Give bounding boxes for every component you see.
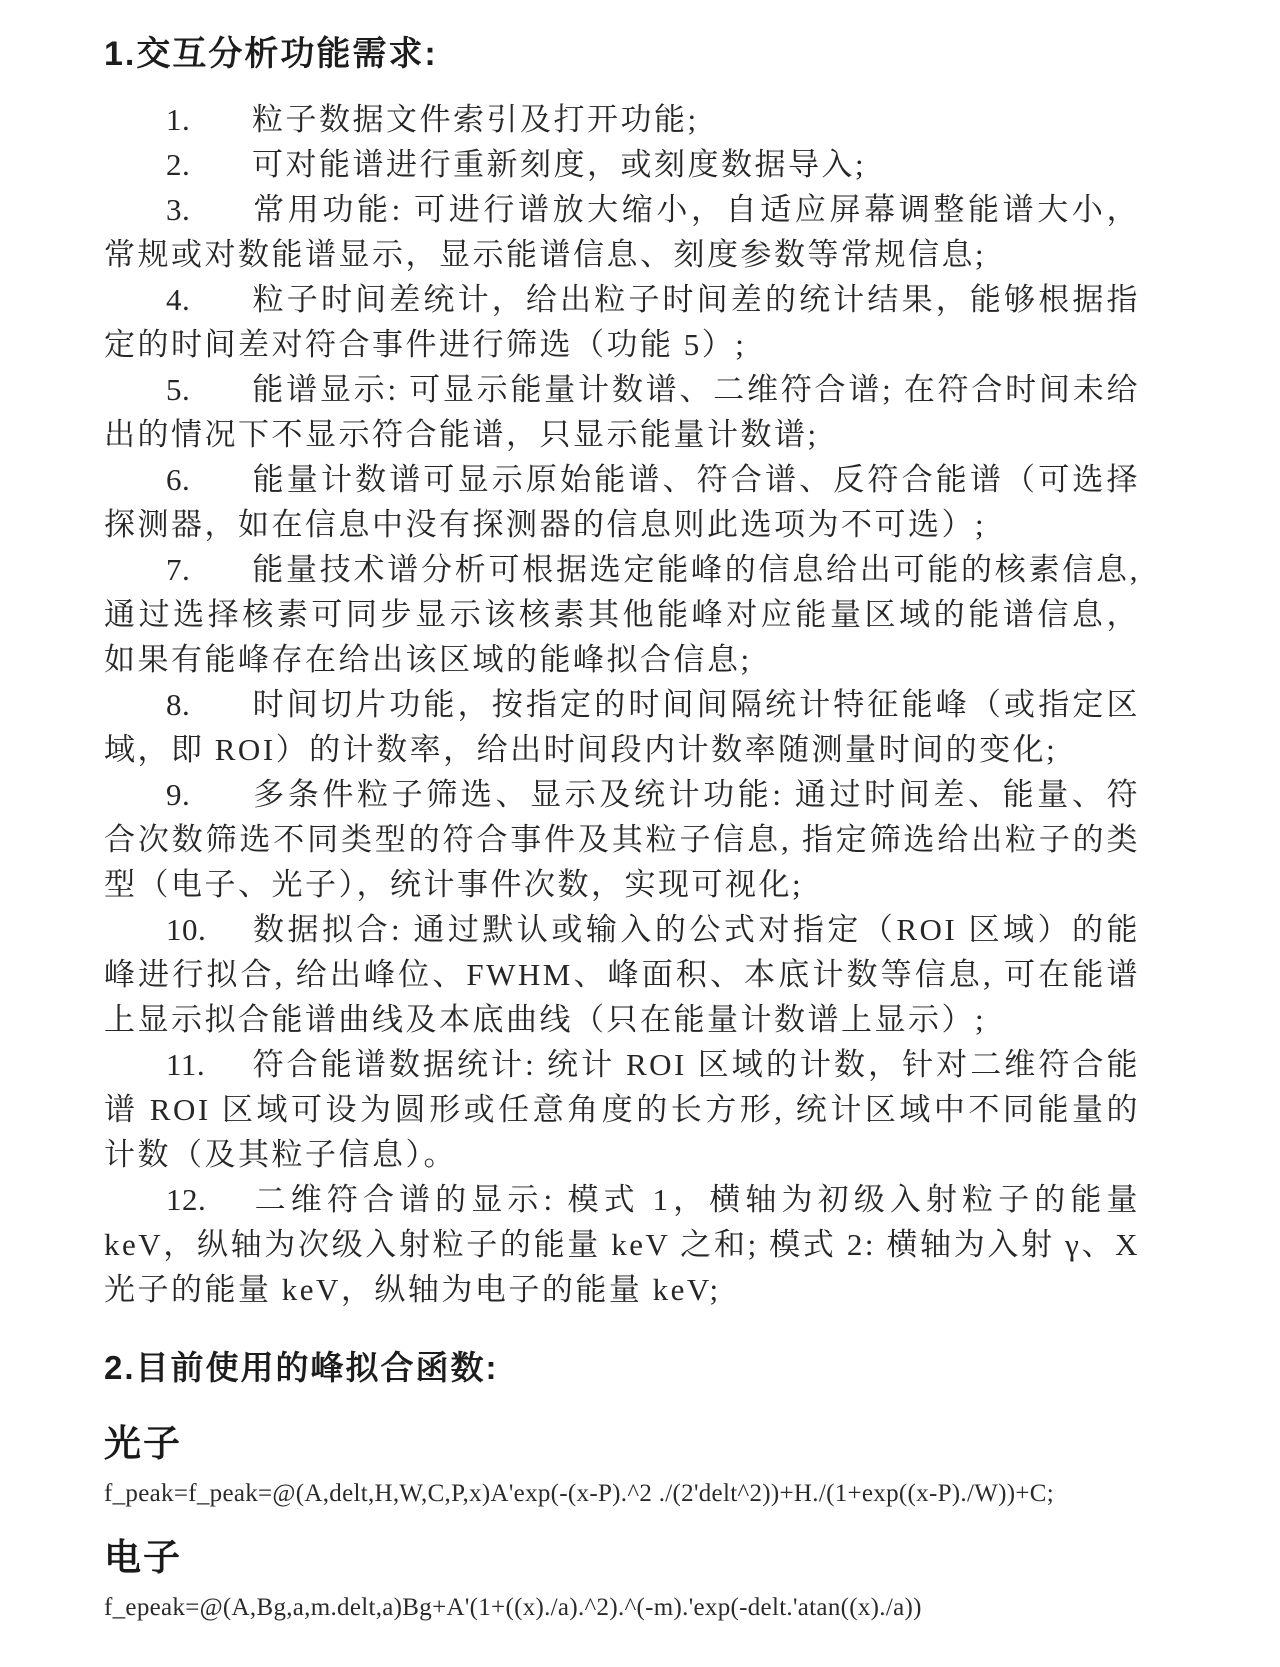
list-item-4 <box>104 277 1140 367</box>
item-text: 多条件粒子筛选、显示及统计功能: 通过时间差、能量、符合次数筛选不同类型的符合事件及其粒子信息, 指定筛选给出粒子的类型（电子、光子），统计事件次数，实现可视化; <box>104 777 1140 902</box>
list-item-11 <box>104 1042 1140 1177</box>
photon-label: 光子 <box>104 1423 182 1464</box>
item-number: 11. <box>166 1047 206 1082</box>
list-item-5 <box>104 367 1140 457</box>
item-number: 1. <box>166 102 191 137</box>
item-text: 常用功能: 可进行谱放大缩小，自适应屏幕调整能谱大小，常规或对数能谱显示，显示能谱信息、刻度参数等常规信息; <box>104 192 1140 272</box>
item-text: 时间切片功能，按指定的时间间隔统计特征能峰（或指定区域，即 ROI）的计数率，给出时间段内计数率随测量时间的变化; <box>104 687 1140 767</box>
item-number: 4. <box>166 282 191 317</box>
list-item-3 <box>104 187 1140 277</box>
item-text: 数据拟合: 通过默认或输入的公式对指定（ROI 区域）的能峰进行拟合, 给出峰位、FWHM、峰面积、本底计数等信息, 可在能谱上显示拟合能谱曲线及本底曲线（只在能量计数谱上显示）; <box>104 912 1140 1037</box>
item-text: 粒子时间差统计，给出粒子时间差的统计结果，能够根据指定的时间差对符合事件进行筛选（功能 5）; <box>104 282 1140 362</box>
item-number: 3. <box>166 192 191 227</box>
section1-heading: 1.交互分析功能需求: <box>104 35 438 73</box>
list-item-12 <box>104 1177 1140 1312</box>
item-text: 粒子数据文件索引及打开功能; <box>252 102 699 137</box>
section2-heading: 2.目前使用的峰拟合函数: <box>104 1349 499 1386</box>
item-text: 二维符合谱的显示: 模式 1，横轴为初级入射粒子的能量 keV，纵轴为次级入射粒子的能量 keV 之和; 模式 2: 横轴为入射 γ、X 光子的能量 keV，纵轴为电子的能量 keV; <box>104 1182 1140 1307</box>
list-item-1 <box>104 97 1140 142</box>
electron-peak-formula: f_epeak=@(A,Bg,a,m.delt,a)Bg+A'(1+((x)./a).^2).^(-m).'exp(-delt.'atan((x)./a)) <box>104 1594 922 1621</box>
list-item-9 <box>104 772 1140 907</box>
list-item-8 <box>104 682 1140 772</box>
item-text: 可对能谱进行重新刻度，或刻度数据导入; <box>252 147 867 182</box>
electron-label: 电子 <box>104 1537 182 1578</box>
item-text: 能谱显示: 可显示能量计数谱、二维符合谱; 在符合时间未给出的情况下不显示符合能谱，只显示能量计数谱; <box>104 372 1140 452</box>
list-item-6 <box>104 457 1140 547</box>
item-number: 6. <box>166 462 191 497</box>
item-number: 5. <box>166 372 191 407</box>
item-text: 能量技术谱分析可根据选定能峰的信息给出可能的核素信息, 通过选择核素可同步显示该核素其他能峰对应能量区域的能谱信息，如果有能峰存在给出该区域的能峰拟合信息; <box>104 552 1140 677</box>
list-item-7 <box>104 547 1140 682</box>
photon-peak-formula: f_peak=f_peak=@(A,delt,H,W,C,P,x)A'exp(-(x-P).^2 ./(2'delt^2))+H./(1+exp((x-P)./W))+C; <box>104 1480 1054 1507</box>
item-text: 符合能谱数据统计: 统计 ROI 区域的计数，针对二维符合能谱 ROI 区域可设为圆形或任意角度的长方形, 统计区域中不同能量的计数（及其粒子信息）。 <box>104 1047 1140 1172</box>
item-number: 10. <box>166 912 207 947</box>
item-number: 8. <box>166 687 191 722</box>
list-item-10 <box>104 907 1140 1042</box>
item-number: 2. <box>166 147 191 182</box>
item-number: 12. <box>166 1182 207 1217</box>
list-item-2 <box>104 142 1140 187</box>
item-number: 7. <box>166 552 191 587</box>
item-number: 9. <box>166 777 191 812</box>
item-text: 能量计数谱可显示原始能谱、符合谱、反符合能谱（可选择探测器，如在信息中没有探测器的信息则此选项为不可选）; <box>104 462 1140 542</box>
